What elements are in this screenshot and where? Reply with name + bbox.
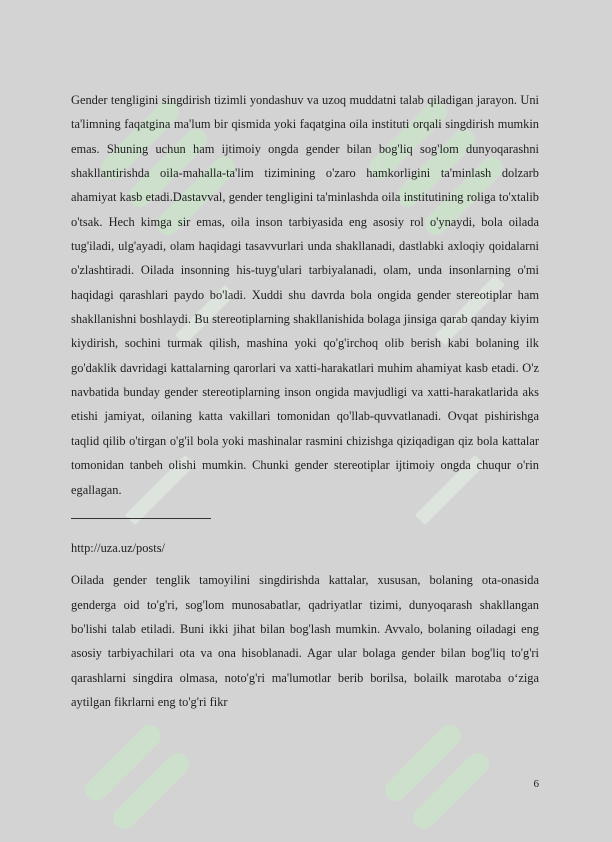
footnote-separator bbox=[71, 518, 211, 519]
document-body bbox=[71, 88, 539, 714]
page-number: 6 bbox=[533, 778, 539, 790]
footnote-source: http://uza.uz/posts/ bbox=[71, 540, 165, 555]
body-paragraph: Oilada gender tenglik tamoyilini singdirishda kattalar, xususan, bolaning ota-onasida genderga oid to'g'ri, sog'lom munosabatlar, qadriyatlar tizimi, dunyoqarash shakllangan bo'lishi talab etiladi. Buni ikki jihat bilan bog'lash mumkin. Avvalo, bolaning oiladagi eng asosiy tarbiyachilari ota va ona hisoblanadi. Agar ular bolaga gender bilan bog'liq to'g'ri qarashlarni singdira olmasa, noto'g'ri ma'lumotlar berib borilsa, bolailk marotaba o‘ziga aytilgan fikrlarni eng to'g'ri fikr bbox=[71, 573, 539, 709]
body-paragraph: Gender tengligini singdirish tizimli yondashuv va uzoq muddatni talab qiladigan jarayon. Uni ta'limning faqatgina ma'lum bir qismida yoki faqatgina oila instituti orqali singdirish mumkin emas. Shuning uchun ham ijtimoiy ongda gender bilan bog'liq sog'lom dunyoqarashni shakllantirishda oila-mahalla-ta'lim tizimining o'zaro hamkorligini ta'minlash dolzarb ahamiyat kasb etadi.Dastavval, gender tengligini ta'minlashda oila institutining roliga to'xtalib o'tsak. Hech kimga sir emas, oila inson tarbiyasida eng asosiy rol o'ynaydi, bola oilada tug'iladi, ulg'ayadi, olam haqidagi tasavvurlari unda shakllanadi, dastlabki axloqiy qoidalarni o'zlashtiradi. Oilada insonning his-tuyg'ulari tarbiyalanadi, olam, unda insonlarning o'mi haqidagi qarashlari paydo bo'ladi. Xuddi shu davrda bola ongida gender stereotiplar ham shakllanishni boshlaydi. Bu stereotiplarning shakllanishida bolaga jinsiga qarab qanday kiyim kiydirish, sochini turmak qilish, mashina yoki qo'g'irchoq olib berish kabi bolaning ilk go'daklik davridagi kattalarning qarorlari va xatti-harakatlari muhim ahamiyat kasb etadi. O'z navbatida bunday gender stereotiplarning inson ongida mavjudligi va xatti-harakatlarida aks etishi jamiyat, oilaning katta vakillari tomonidan qo'llab-quvvatlanadi. Ovqat pishirishga taqlid qilib o'tirgan o'g'il bola yoki mashinalar rasmini chizishga qiziqadigan qiz bola kattalar tomonidan tanbeh olishi mumkin. Chunki gender stereotiplar ijtimoiy ongda chuqur o'rin egallagan. bbox=[71, 93, 539, 497]
